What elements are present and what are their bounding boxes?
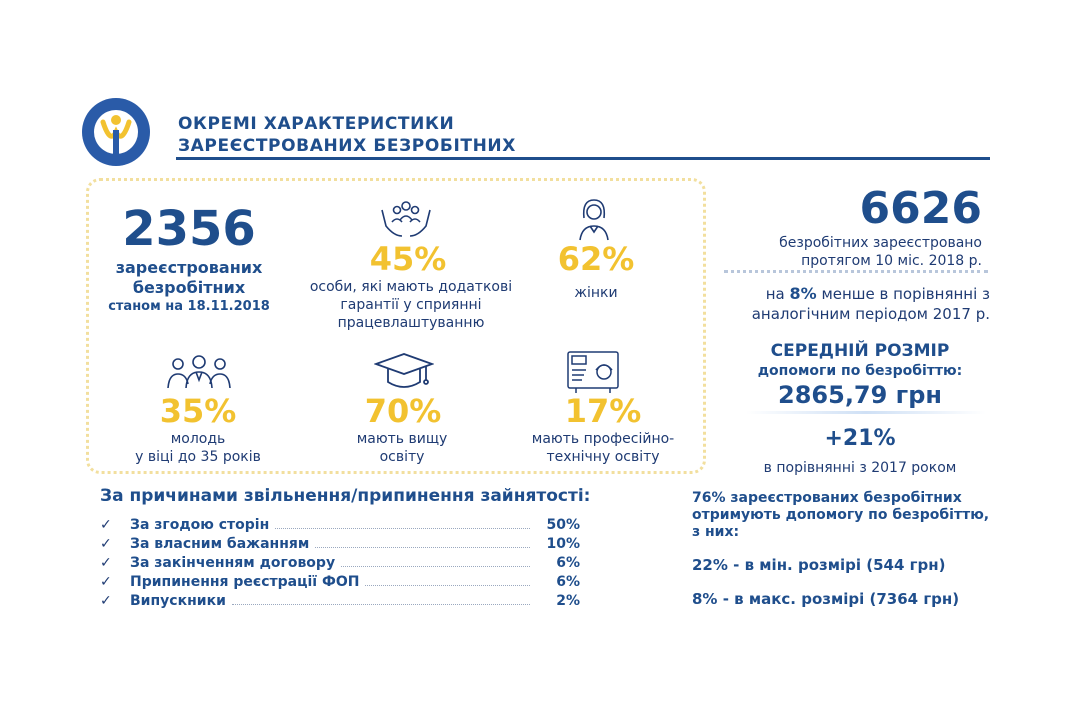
reason-label: Випускники	[130, 593, 226, 609]
benefit-line2: отримують допомогу по безробіттю,	[692, 507, 990, 523]
woman-icon	[576, 196, 612, 242]
benefit-line3: з них:	[692, 524, 740, 540]
guarantees-line2: гарантії у сприянні	[340, 297, 482, 313]
page-title-line2: ЗАРЕЄСТРОВАНИХ БЕЗРОБІТНИХ	[178, 136, 516, 156]
registered-label-1: зареєстрованих	[115, 258, 263, 277]
title-underline	[176, 157, 990, 160]
compare-line2: аналогічним періодом 2017 р.	[751, 305, 990, 323]
average-benefit-block	[720, 340, 1000, 410]
graduation-cap-icon	[374, 350, 434, 394]
max-benefit-line: 8% - в макс. розмірі (7364 грн)	[692, 590, 960, 608]
dotted-leader	[365, 585, 530, 586]
higher-education-line2: освіту	[379, 449, 425, 465]
checkmark-icon: ✓	[100, 555, 112, 571]
dotted-leader	[232, 604, 530, 605]
checkmark-icon: ✓	[100, 593, 112, 609]
vocational-percent: 17%	[564, 392, 642, 430]
page-title-line1: ОКРЕМІ ХАРАКТЕРИСТИКИ	[178, 114, 455, 134]
reason-row	[100, 571, 580, 590]
reason-value: 50%	[546, 517, 580, 533]
higher-education-percent: 70%	[364, 392, 442, 430]
dotted-leader	[341, 566, 530, 567]
average-subtitle: допомоги по безробіттю:	[757, 363, 963, 379]
reason-row	[100, 533, 580, 552]
total-line1: безробітних зареєстровано	[779, 235, 982, 251]
page-title	[178, 113, 516, 157]
compare-prefix: на	[765, 285, 785, 303]
hands-people-icon	[380, 196, 432, 240]
women-label: жінки	[574, 285, 618, 301]
youth-percent: 35%	[159, 392, 237, 430]
reason-label: За закінченням договору	[130, 555, 336, 571]
total-number: 6626	[859, 183, 982, 234]
compare-percent: 8%	[789, 284, 817, 303]
compare-line1	[720, 284, 990, 304]
dotted-separator	[724, 270, 988, 273]
dotted-leader	[315, 547, 530, 548]
employment-service-logo-icon	[76, 92, 156, 172]
benefit-recipients-block	[692, 490, 1022, 541]
vocational-description	[508, 430, 698, 466]
reason-label: Припинення реєстрації ФОП	[130, 574, 360, 590]
benefit-line1: 76% зареєстрованих безробітних	[692, 490, 962, 506]
growth-percent: +21%	[824, 426, 896, 451]
registered-number: 2356	[122, 201, 256, 257]
guarantees-line3: працевлаштуванню	[337, 315, 485, 331]
checkmark-icon: ✓	[100, 517, 112, 533]
group-people-icon	[166, 354, 232, 390]
growth-note: в порівнянні з 2017 роком	[763, 460, 957, 476]
vocational-line1: мають професійно-	[531, 431, 675, 447]
youth-line1: молодь	[170, 431, 226, 447]
reason-row	[100, 514, 580, 533]
reason-label: За власним бажанням	[130, 536, 310, 552]
min-benefit-line: 22% - в мін. розмірі (544 грн)	[692, 556, 946, 574]
registered-block	[100, 200, 278, 316]
reason-row	[100, 590, 580, 609]
average-title: СЕРЕДНІЙ РОЗМІР	[770, 341, 950, 361]
checkmark-icon: ✓	[100, 574, 112, 590]
compare-suffix: менше в порівнянні з	[821, 285, 990, 303]
guarantees-description	[296, 278, 526, 332]
youth-description	[108, 430, 288, 466]
youth-line2: у віці до 35 років	[135, 449, 261, 465]
guarantees-line1: особи, які мають додаткові	[309, 279, 513, 295]
higher-education-line1: мають вищу	[356, 431, 448, 447]
reason-value: 10%	[546, 536, 580, 552]
registered-date: станом на 18.11.2018	[108, 299, 270, 314]
compare-block	[720, 284, 990, 324]
higher-education-description	[322, 430, 482, 466]
reason-value: 6%	[556, 574, 580, 590]
guarantees-percent: 45%	[369, 240, 447, 278]
total-line2: протягом 10 міс. 2018 р.	[801, 253, 982, 269]
reason-value: 6%	[556, 555, 580, 571]
average-value: 2865,79 грн	[778, 381, 942, 409]
reasons-title: За причинами звільнення/припинення зайнятості:	[100, 486, 591, 506]
vocational-line2: технічну освіту	[546, 449, 660, 465]
vocational-board-icon	[566, 350, 620, 394]
checkmark-icon: ✓	[100, 536, 112, 552]
women-percent: 62%	[557, 240, 635, 278]
reason-row	[100, 552, 580, 571]
glow-separator	[746, 411, 986, 414]
reason-value: 2%	[556, 593, 580, 609]
registered-label-2: безробітних	[132, 278, 246, 297]
total-block	[720, 184, 982, 270]
reason-label: За згодою сторін	[130, 517, 270, 533]
dotted-leader	[275, 528, 530, 529]
